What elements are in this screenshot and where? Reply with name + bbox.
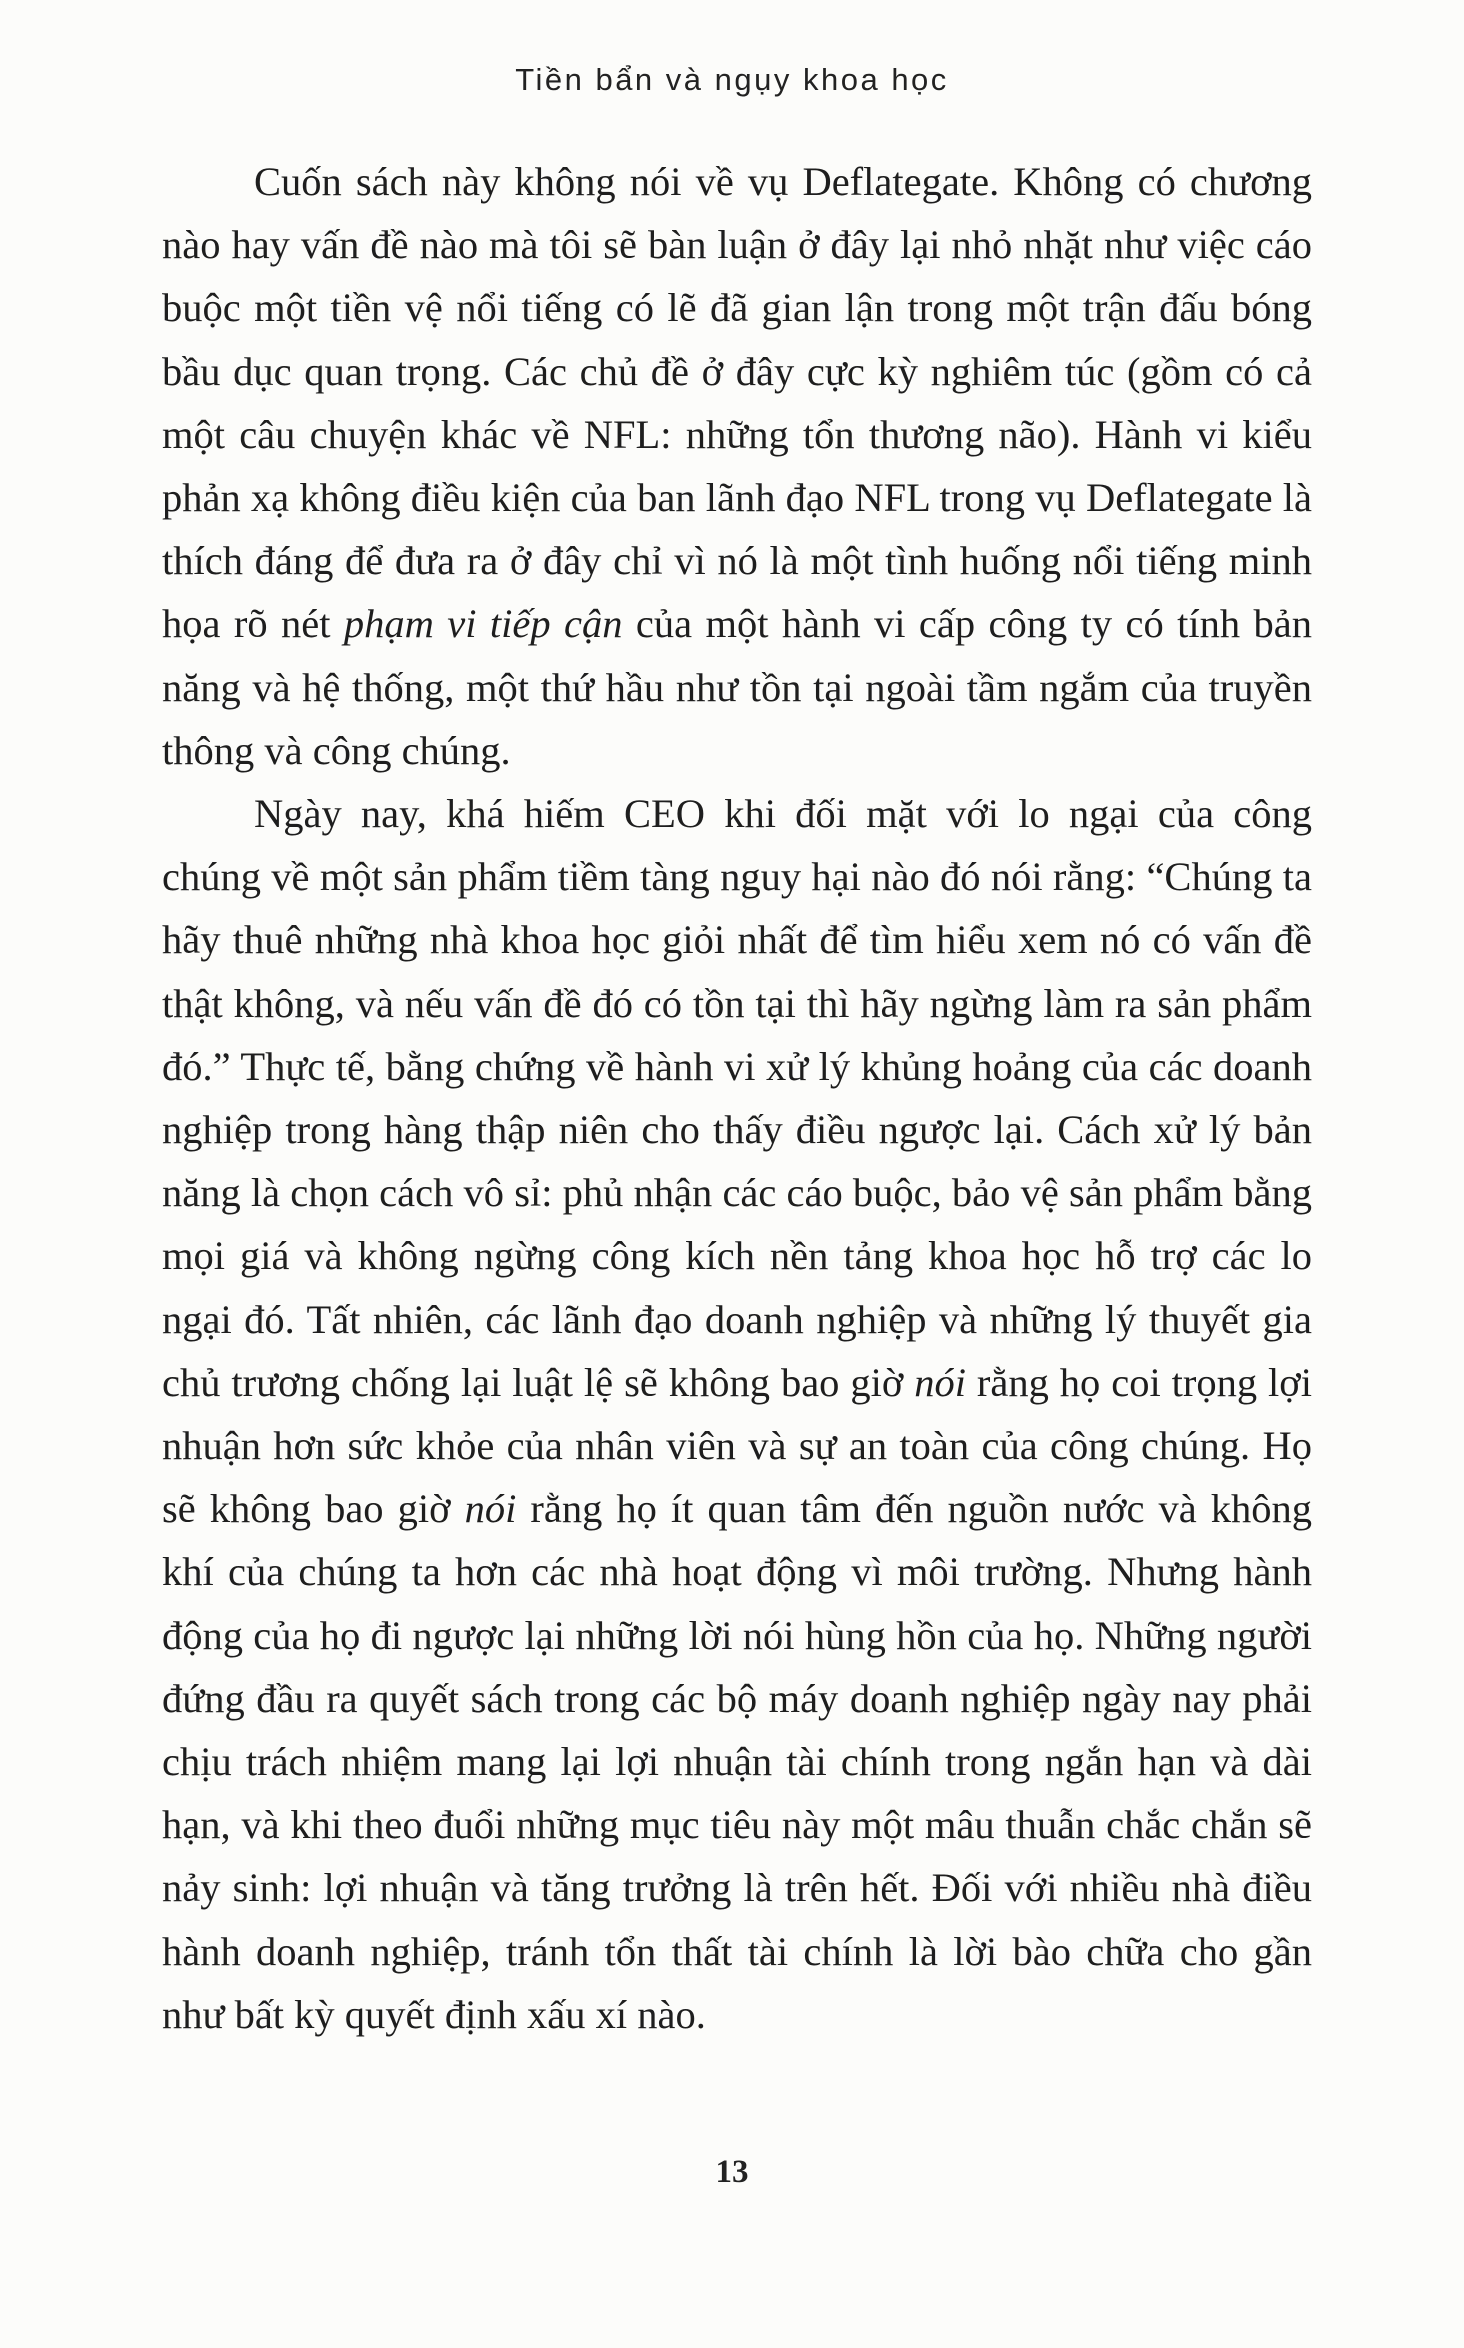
text-segment: rằng họ coi trọng lợi nhuận hơn sức khỏe của nhân viên và sự an toàn của công chúng. Họ sẽ không bao giờ	[162, 1359, 1312, 1532]
running-header: Tiền bẩn và ngụy khoa học	[515, 62, 949, 97]
body-text	[162, 150, 1312, 2046]
emphasis-text: nói	[914, 1359, 966, 1405]
text-segment: của một hành vi cấp công ty có tính bản năng và hệ thống, một thứ hầu như tồn tại ngoài tầm ngắm của truyền thông và công chúng.	[162, 601, 1312, 773]
text-segment: rằng họ ít quan tâm đến nguồn nước và không khí của chúng ta hơn các nhà hoạt động vì môi trường. Nhưng hành động của họ đi ngược lại những lời nói hùng hồn của họ. Những người đứng đầu ra quyết sách trong các bộ máy doanh nghiệp ngày nay phải chịu trách nhiệm mang lại lợi nhuận tài chính trong ngắn hạn và dài hạn, và khi theo đuổi những mục tiêu này một mâu thuẫn chắc chắn sẽ nảy sinh: lợi nhuận và tăng trưởng là trên hết. Đối với nhiều nhà điều hành doanh nghiệp, tránh tổn thất tài chính là lời bào chữa cho gần như bất kỳ quyết định xấu xí nào.	[162, 1486, 1312, 2037]
emphasis-text: phạm vi tiếp cận	[343, 601, 623, 647]
paragraph	[162, 782, 1312, 2046]
page-number: 13	[715, 2154, 749, 2190]
text-segment: Cuốn sách này không nói về vụ Deflategate. Không có chương nào hay vấn đề nào mà tôi sẽ bàn luận ở đây lại nhỏ nhặt như việc cáo buộc một tiền vệ nổi tiếng có lẽ đã gian lận trong một trận đấu bóng bầu dục quan trọng. Các chủ đề ở đây cực kỳ nghiêm túc (gồm có cả một câu chuyện khác về NFL: những tổn thương não). Hành vi kiểu phản xạ không điều kiện của ban lãnh đạo NFL trong vụ Deflategate là thích đáng để đưa ra ở đây chỉ vì nó là một tình huống nổi tiếng minh họa rõ nét	[162, 159, 1312, 647]
paragraph	[162, 150, 1312, 782]
text-segment: Ngày nay, khá hiếm CEO khi đối mặt với lo ngại của công chúng về một sản phẩm tiềm tàng nguy hại nào đó nói rằng: “Chúng ta hãy thuê những nhà khoa học giỏi nhất để tìm hiểu xem nó có vấn đề thật không, và nếu vấn đề đó có tồn tại thì hãy ngừng làm ra sản phẩm đó.” Thực tế, bằng chứng về hành vi xử lý khủng hoảng của các doanh nghiệp trong hàng thập niên cho thấy điều ngược lại. Cách xử lý bản năng là chọn cách vô sỉ: phủ nhận các cáo buộc, bảo vệ sản phẩm bằng mọi giá và không ngừng công kích nền tảng khoa học hỗ trợ các lo ngại đó. Tất nhiên, các lãnh đạo doanh nghiệp và những lý thuyết gia chủ trương chống lại luật lệ sẽ không bao giờ	[162, 791, 1312, 1405]
emphasis-text: nói	[464, 1486, 517, 1532]
